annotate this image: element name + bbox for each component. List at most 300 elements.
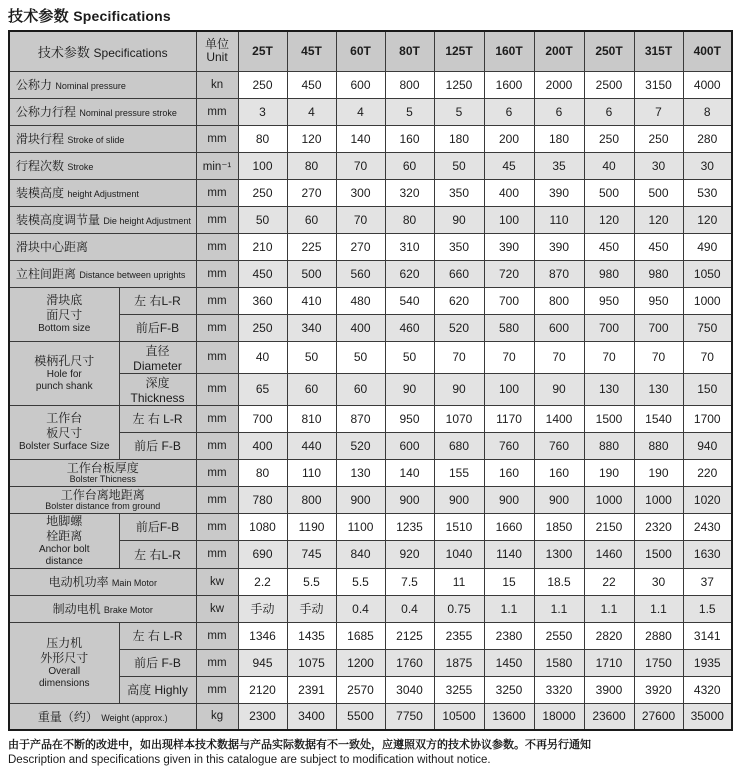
value-cell: 280 — [683, 125, 732, 152]
value-cell: 1070 — [434, 405, 484, 432]
value-cell: 1580 — [534, 649, 584, 676]
value-cell: 0.75 — [434, 595, 484, 622]
value-cell: 1040 — [434, 541, 484, 569]
value-cell: 160 — [385, 125, 434, 152]
value-cell: 270 — [336, 233, 385, 260]
unit-cell: mm — [196, 486, 238, 513]
value-cell: 30 — [634, 568, 683, 595]
value-cell: 80 — [238, 125, 287, 152]
unit-cell: min⁻¹ — [196, 152, 238, 179]
value-cell: 6 — [534, 98, 584, 125]
value-cell: 3900 — [584, 676, 634, 703]
value-cell: 390 — [534, 233, 584, 260]
value-cell: 50 — [287, 341, 336, 373]
value-cell: 0.4 — [385, 595, 434, 622]
sub-label-cell: 左 右 L-R — [119, 405, 196, 432]
value-cell: 880 — [584, 432, 634, 459]
row-label-zh: 公称力 — [16, 78, 56, 92]
value-cell: 100 — [484, 206, 534, 233]
unit-cell: kg — [196, 703, 238, 730]
value-cell: 6 — [484, 98, 534, 125]
value-cell: 880 — [634, 432, 683, 459]
value-cell: 500 — [287, 260, 336, 287]
row-label-cell — [9, 125, 196, 152]
value-cell: 5 — [434, 98, 484, 125]
value-cell: 1346 — [238, 622, 287, 649]
header-model-25t: 25T — [238, 31, 287, 71]
value-cell: 18000 — [534, 703, 584, 730]
value-cell: 180 — [534, 125, 584, 152]
row-label-cell — [9, 703, 196, 730]
value-cell: 35000 — [683, 703, 732, 730]
value-cell: 2320 — [634, 513, 683, 541]
sub-label-cell: 左 右 L-R — [119, 622, 196, 649]
value-cell: 60 — [287, 373, 336, 405]
value-cell: 1540 — [634, 405, 683, 432]
unit-cell: mm — [196, 622, 238, 649]
value-cell: 1080 — [238, 513, 287, 541]
table-row — [9, 125, 732, 152]
value-cell: 90 — [534, 373, 584, 405]
value-cell: 220 — [683, 459, 732, 486]
page-title-zh: 技术参数 — [8, 8, 69, 25]
row-label-zh: 电动机功率 — [48, 575, 112, 589]
value-cell: 250 — [634, 125, 683, 152]
group-label-cell-bottom-size — [9, 287, 119, 341]
unit-cell: mm — [196, 513, 238, 541]
value-cell: 7750 — [385, 703, 434, 730]
value-cell: 800 — [385, 71, 434, 98]
value-cell: 30 — [634, 152, 683, 179]
value-cell: 410 — [287, 287, 336, 314]
value-cell: 70 — [484, 341, 534, 373]
value-cell: 1500 — [634, 541, 683, 569]
row-label-zh: 装模高度调节量 — [16, 213, 104, 227]
header-unit-en: Unit — [206, 50, 228, 65]
sub-label-cell: 深度 Thickness — [119, 373, 196, 405]
value-cell: 1250 — [434, 71, 484, 98]
row-label-zh: 工作台板厚度 — [66, 460, 139, 475]
value-cell: 780 — [238, 486, 287, 513]
value-cell: 40 — [238, 341, 287, 373]
value-cell: 15 — [484, 568, 534, 595]
value-cell: 22 — [584, 568, 634, 595]
value-cell: 350 — [434, 233, 484, 260]
row-label-en: Stroke of slide — [67, 135, 125, 145]
value-cell: 3400 — [287, 703, 336, 730]
row-label-en: height Adjustment — [67, 189, 139, 199]
group-label-en-line: Anchor bolt — [38, 543, 90, 555]
value-cell: 870 — [534, 260, 584, 287]
value-cell: 2.2 — [238, 568, 287, 595]
value-cell: 3920 — [634, 676, 683, 703]
value-cell: 760 — [484, 432, 534, 459]
group-label-zh-line: 栓距离 — [46, 528, 83, 543]
value-cell: 140 — [336, 125, 385, 152]
unit-cell: mm — [196, 649, 238, 676]
value-cell: 3040 — [385, 676, 434, 703]
value-cell: 440 — [287, 432, 336, 459]
value-cell: 480 — [336, 287, 385, 314]
value-cell: 120 — [287, 125, 336, 152]
unit-cell: mm — [196, 541, 238, 569]
value-cell: 1850 — [534, 513, 584, 541]
group-label-cell-overall-dimensions — [9, 622, 119, 703]
value-cell: 310 — [385, 233, 434, 260]
value-cell: 920 — [385, 541, 434, 569]
row-label-en: Die height Adjustment — [103, 216, 191, 226]
value-cell: 460 — [385, 314, 434, 341]
page-title-en: Specifications — [73, 8, 171, 24]
value-cell: 35 — [534, 152, 584, 179]
header-model-80t: 80T — [385, 31, 434, 71]
value-cell: 945 — [238, 649, 287, 676]
value-cell: 700 — [634, 314, 683, 341]
value-cell: 900 — [385, 486, 434, 513]
sub-label-cell: 前后 F-B — [119, 649, 196, 676]
value-cell: 2000 — [534, 71, 584, 98]
value-cell: 350 — [434, 179, 484, 206]
value-cell: 400 — [336, 314, 385, 341]
value-cell: 2300 — [238, 703, 287, 730]
value-cell: 40 — [584, 152, 634, 179]
value-cell: 1500 — [584, 405, 634, 432]
value-cell: 600 — [385, 432, 434, 459]
value-cell: 70 — [336, 206, 385, 233]
value-cell: 1300 — [534, 541, 584, 569]
value-cell: 23600 — [584, 703, 634, 730]
value-cell: 810 — [287, 405, 336, 432]
value-cell: 320 — [385, 179, 434, 206]
page-title — [0, 0, 739, 30]
header-unit-cell — [196, 31, 238, 71]
value-cell: 3250 — [484, 676, 534, 703]
value-cell: 680 — [434, 432, 484, 459]
value-cell: 70 — [434, 341, 484, 373]
header-model-60t: 60T — [336, 31, 385, 71]
group-label-zh-line: 外形尺寸 — [40, 650, 89, 665]
row-label-cell — [9, 179, 196, 206]
value-cell: 900 — [336, 486, 385, 513]
unit-cell: mm — [196, 233, 238, 260]
value-cell: 760 — [534, 432, 584, 459]
row-label-en: Brake Motor — [103, 605, 153, 615]
header-model-200t: 200T — [534, 31, 584, 71]
value-cell: 2391 — [287, 676, 336, 703]
value-cell: 1000 — [634, 486, 683, 513]
table-row — [9, 71, 732, 98]
value-cell: 900 — [434, 486, 484, 513]
value-cell: 1.1 — [534, 595, 584, 622]
value-cell: 950 — [634, 287, 683, 314]
value-cell: 1450 — [484, 649, 534, 676]
unit-cell: mm — [196, 432, 238, 459]
value-cell: 190 — [634, 459, 683, 486]
group-label-zh-line: 工作台 — [46, 411, 83, 425]
value-cell: 70 — [336, 152, 385, 179]
value-cell: 100 — [238, 152, 287, 179]
footer-note — [8, 738, 731, 768]
value-cell: 520 — [336, 432, 385, 459]
value-cell: 6 — [584, 98, 634, 125]
value-cell: 30 — [683, 152, 732, 179]
table-row — [9, 513, 732, 541]
value-cell: 27600 — [634, 703, 683, 730]
table-row — [9, 98, 732, 125]
unit-cell: mm — [196, 260, 238, 287]
value-cell: 155 — [434, 459, 484, 486]
value-cell: 520 — [434, 314, 484, 341]
group-label-en-line: Overall — [48, 665, 81, 677]
value-cell: 1435 — [287, 622, 336, 649]
group-label-zh-line: 面尺寸 — [46, 308, 83, 322]
value-cell: 900 — [484, 486, 534, 513]
value-cell: 1750 — [634, 649, 683, 676]
sub-label-cell: 前后F-B — [119, 513, 196, 541]
value-cell: 500 — [634, 179, 683, 206]
value-cell: 390 — [534, 179, 584, 206]
value-cell: 5.5 — [336, 568, 385, 595]
unit-cell: mm — [196, 287, 238, 314]
value-cell: 2355 — [434, 622, 484, 649]
value-cell: 0.4 — [336, 595, 385, 622]
row-label-zh: 立柱间距离 — [16, 267, 80, 281]
value-cell: 手动 — [287, 595, 336, 622]
value-cell: 120 — [683, 206, 732, 233]
value-cell: 400 — [238, 432, 287, 459]
row-label-zh: 滑块行程 — [16, 132, 68, 146]
header-param-zh: 技术参数 — [37, 44, 94, 60]
value-cell: 1200 — [336, 649, 385, 676]
unit-cell: mm — [196, 179, 238, 206]
group-label-en-line: distance — [45, 555, 83, 567]
value-cell: 4 — [287, 98, 336, 125]
value-cell: 840 — [336, 541, 385, 569]
table-row — [9, 622, 732, 649]
value-cell: 490 — [683, 233, 732, 260]
value-cell: 1.5 — [683, 595, 732, 622]
row-label-en: Nominal pressure stroke — [79, 108, 177, 118]
row-label-cell — [9, 233, 196, 260]
group-label-en-line: dimensions — [38, 677, 90, 689]
row-label-en: Stroke — [67, 162, 94, 172]
header-unit-zh: 单位 — [205, 37, 230, 52]
value-cell: 3255 — [434, 676, 484, 703]
value-cell: 1935 — [683, 649, 732, 676]
value-cell: 1190 — [287, 513, 336, 541]
row-label-en: Distance between uprights — [79, 270, 186, 280]
value-cell: 2430 — [683, 513, 732, 541]
unit-cell: kn — [196, 71, 238, 98]
value-cell: 190 — [584, 459, 634, 486]
value-cell: 50 — [434, 152, 484, 179]
group-label-cell-anchor-bolt — [9, 513, 119, 568]
value-cell: 800 — [534, 287, 584, 314]
value-cell: 300 — [336, 179, 385, 206]
value-cell: 450 — [634, 233, 683, 260]
footer-note-zh: 由于产品在不断的改进中，如出现样本技术数据与产品实际数据有不一致处，应遵照双方的技术协议参数。不再另行通知 — [8, 739, 591, 751]
group-label-cell-bolster-surface — [9, 405, 119, 459]
value-cell: 980 — [584, 260, 634, 287]
row-label-zh: 工作台离地距离 — [60, 487, 145, 502]
value-cell: 130 — [634, 373, 683, 405]
group-label-en-line: Bottom size — [38, 323, 91, 334]
value-cell: 450 — [238, 260, 287, 287]
value-cell: 340 — [287, 314, 336, 341]
value-cell: 4 — [336, 98, 385, 125]
sub-label-cell: 前后F-B — [119, 314, 196, 341]
header-param-en: Specifications — [93, 45, 168, 60]
value-cell: 11 — [434, 568, 484, 595]
unit-cell: kw — [196, 595, 238, 622]
value-cell: 1100 — [336, 513, 385, 541]
value-cell: 180 — [434, 125, 484, 152]
row-label-en: Bolster distance from ground — [45, 500, 161, 511]
value-cell: 1.1 — [584, 595, 634, 622]
row-label-zh: 行程次数 — [16, 159, 68, 173]
value-cell: 2550 — [534, 622, 584, 649]
sub-label-cell: 左 右L-R — [119, 541, 196, 569]
value-cell: 1.1 — [634, 595, 683, 622]
value-cell: 8 — [683, 98, 732, 125]
value-cell: 1000 — [683, 287, 732, 314]
value-cell: 13600 — [484, 703, 534, 730]
row-label-cell — [9, 568, 196, 595]
sub-label-cell: 高度 Highly — [119, 676, 196, 703]
row-label-en: Main Motor — [111, 578, 157, 588]
value-cell: 1000 — [584, 486, 634, 513]
sub-label-cell: 左 右L-R — [119, 287, 196, 314]
value-cell: 1400 — [534, 405, 584, 432]
value-cell: 50 — [385, 341, 434, 373]
value-cell: 800 — [287, 486, 336, 513]
value-cell: 950 — [385, 405, 434, 432]
value-cell: 950 — [584, 287, 634, 314]
table-row — [9, 568, 732, 595]
value-cell: 120 — [634, 206, 683, 233]
table-row — [9, 233, 732, 260]
table-row — [9, 152, 732, 179]
value-cell: 2820 — [584, 622, 634, 649]
row-label-cell — [9, 152, 196, 179]
value-cell: 70 — [634, 341, 683, 373]
value-cell: 1700 — [683, 405, 732, 432]
value-cell: 45 — [484, 152, 534, 179]
group-label-zh-line: 板尺寸 — [46, 426, 83, 440]
value-cell: 560 — [336, 260, 385, 287]
value-cell: 1020 — [683, 486, 732, 513]
group-label-cell-punch-shank-hole — [9, 341, 119, 405]
header-model-250t: 250T — [584, 31, 634, 71]
value-cell: 70 — [683, 341, 732, 373]
value-cell: 1075 — [287, 649, 336, 676]
value-cell: 600 — [534, 314, 584, 341]
group-label-zh-line: 滑块底 — [46, 293, 83, 307]
row-label-zh: 装模高度 — [16, 186, 68, 200]
row-label-cell — [9, 595, 196, 622]
value-cell: 150 — [683, 373, 732, 405]
group-label-zh-line: 地脚螺 — [46, 513, 83, 528]
value-cell: 750 — [683, 314, 732, 341]
row-label-en: Bolster Thicness — [69, 473, 136, 484]
table-row — [9, 459, 732, 486]
unit-cell: mm — [196, 459, 238, 486]
specifications-table — [8, 30, 733, 731]
value-cell: 130 — [584, 373, 634, 405]
row-label-cell — [9, 486, 196, 513]
value-cell: 720 — [484, 260, 534, 287]
table-row — [9, 179, 732, 206]
value-cell: 1050 — [683, 260, 732, 287]
value-cell: 90 — [434, 373, 484, 405]
value-cell: 250 — [238, 71, 287, 98]
header-model-160t: 160T — [484, 31, 534, 71]
value-cell: 980 — [634, 260, 683, 287]
table-row — [9, 206, 732, 233]
table-row — [9, 341, 732, 373]
header-model-400t: 400T — [683, 31, 732, 71]
group-label-en-line: Bolster Surface Size — [18, 441, 110, 452]
value-cell: 540 — [385, 287, 434, 314]
unit-cell: mm — [196, 373, 238, 405]
value-cell: 530 — [683, 179, 732, 206]
value-cell: 580 — [484, 314, 534, 341]
row-label-zh: 滑块中心距离 — [16, 240, 89, 254]
value-cell: 5500 — [336, 703, 385, 730]
value-cell: 870 — [336, 405, 385, 432]
row-label-cell — [9, 98, 196, 125]
header-model-125t: 125T — [434, 31, 484, 71]
value-cell: 360 — [238, 287, 287, 314]
table-row — [9, 595, 732, 622]
value-cell: 160 — [534, 459, 584, 486]
value-cell: 37 — [683, 568, 732, 595]
value-cell: 400 — [484, 179, 534, 206]
value-cell: 70 — [584, 341, 634, 373]
value-cell: 5 — [385, 98, 434, 125]
value-cell: 50 — [336, 341, 385, 373]
value-cell: 4000 — [683, 71, 732, 98]
row-label-cell — [9, 71, 196, 98]
group-label-en-line: Hole for — [46, 368, 82, 380]
value-cell: 660 — [434, 260, 484, 287]
value-cell: 100 — [484, 373, 534, 405]
group-label-zh-line: 压力机 — [46, 635, 83, 650]
value-cell: 2125 — [385, 622, 434, 649]
value-cell: 80 — [385, 206, 434, 233]
value-cell: 50 — [238, 206, 287, 233]
value-cell: 250 — [584, 125, 634, 152]
value-cell: 210 — [238, 233, 287, 260]
unit-cell: kw — [196, 568, 238, 595]
unit-cell: mm — [196, 341, 238, 373]
value-cell: 65 — [238, 373, 287, 405]
unit-cell: mm — [196, 98, 238, 125]
value-cell: 1685 — [336, 622, 385, 649]
value-cell: 160 — [484, 459, 534, 486]
value-cell: 500 — [584, 179, 634, 206]
value-cell: 60 — [287, 206, 336, 233]
table-row — [9, 703, 732, 730]
value-cell: 80 — [238, 459, 287, 486]
value-cell: 2150 — [584, 513, 634, 541]
value-cell: 700 — [238, 405, 287, 432]
value-cell: 1710 — [584, 649, 634, 676]
row-label-zh: 制动电机 — [52, 602, 104, 616]
group-label-zh-line: 模柄孔尺寸 — [34, 353, 95, 368]
value-cell: 2570 — [336, 676, 385, 703]
value-cell: 2880 — [634, 622, 683, 649]
